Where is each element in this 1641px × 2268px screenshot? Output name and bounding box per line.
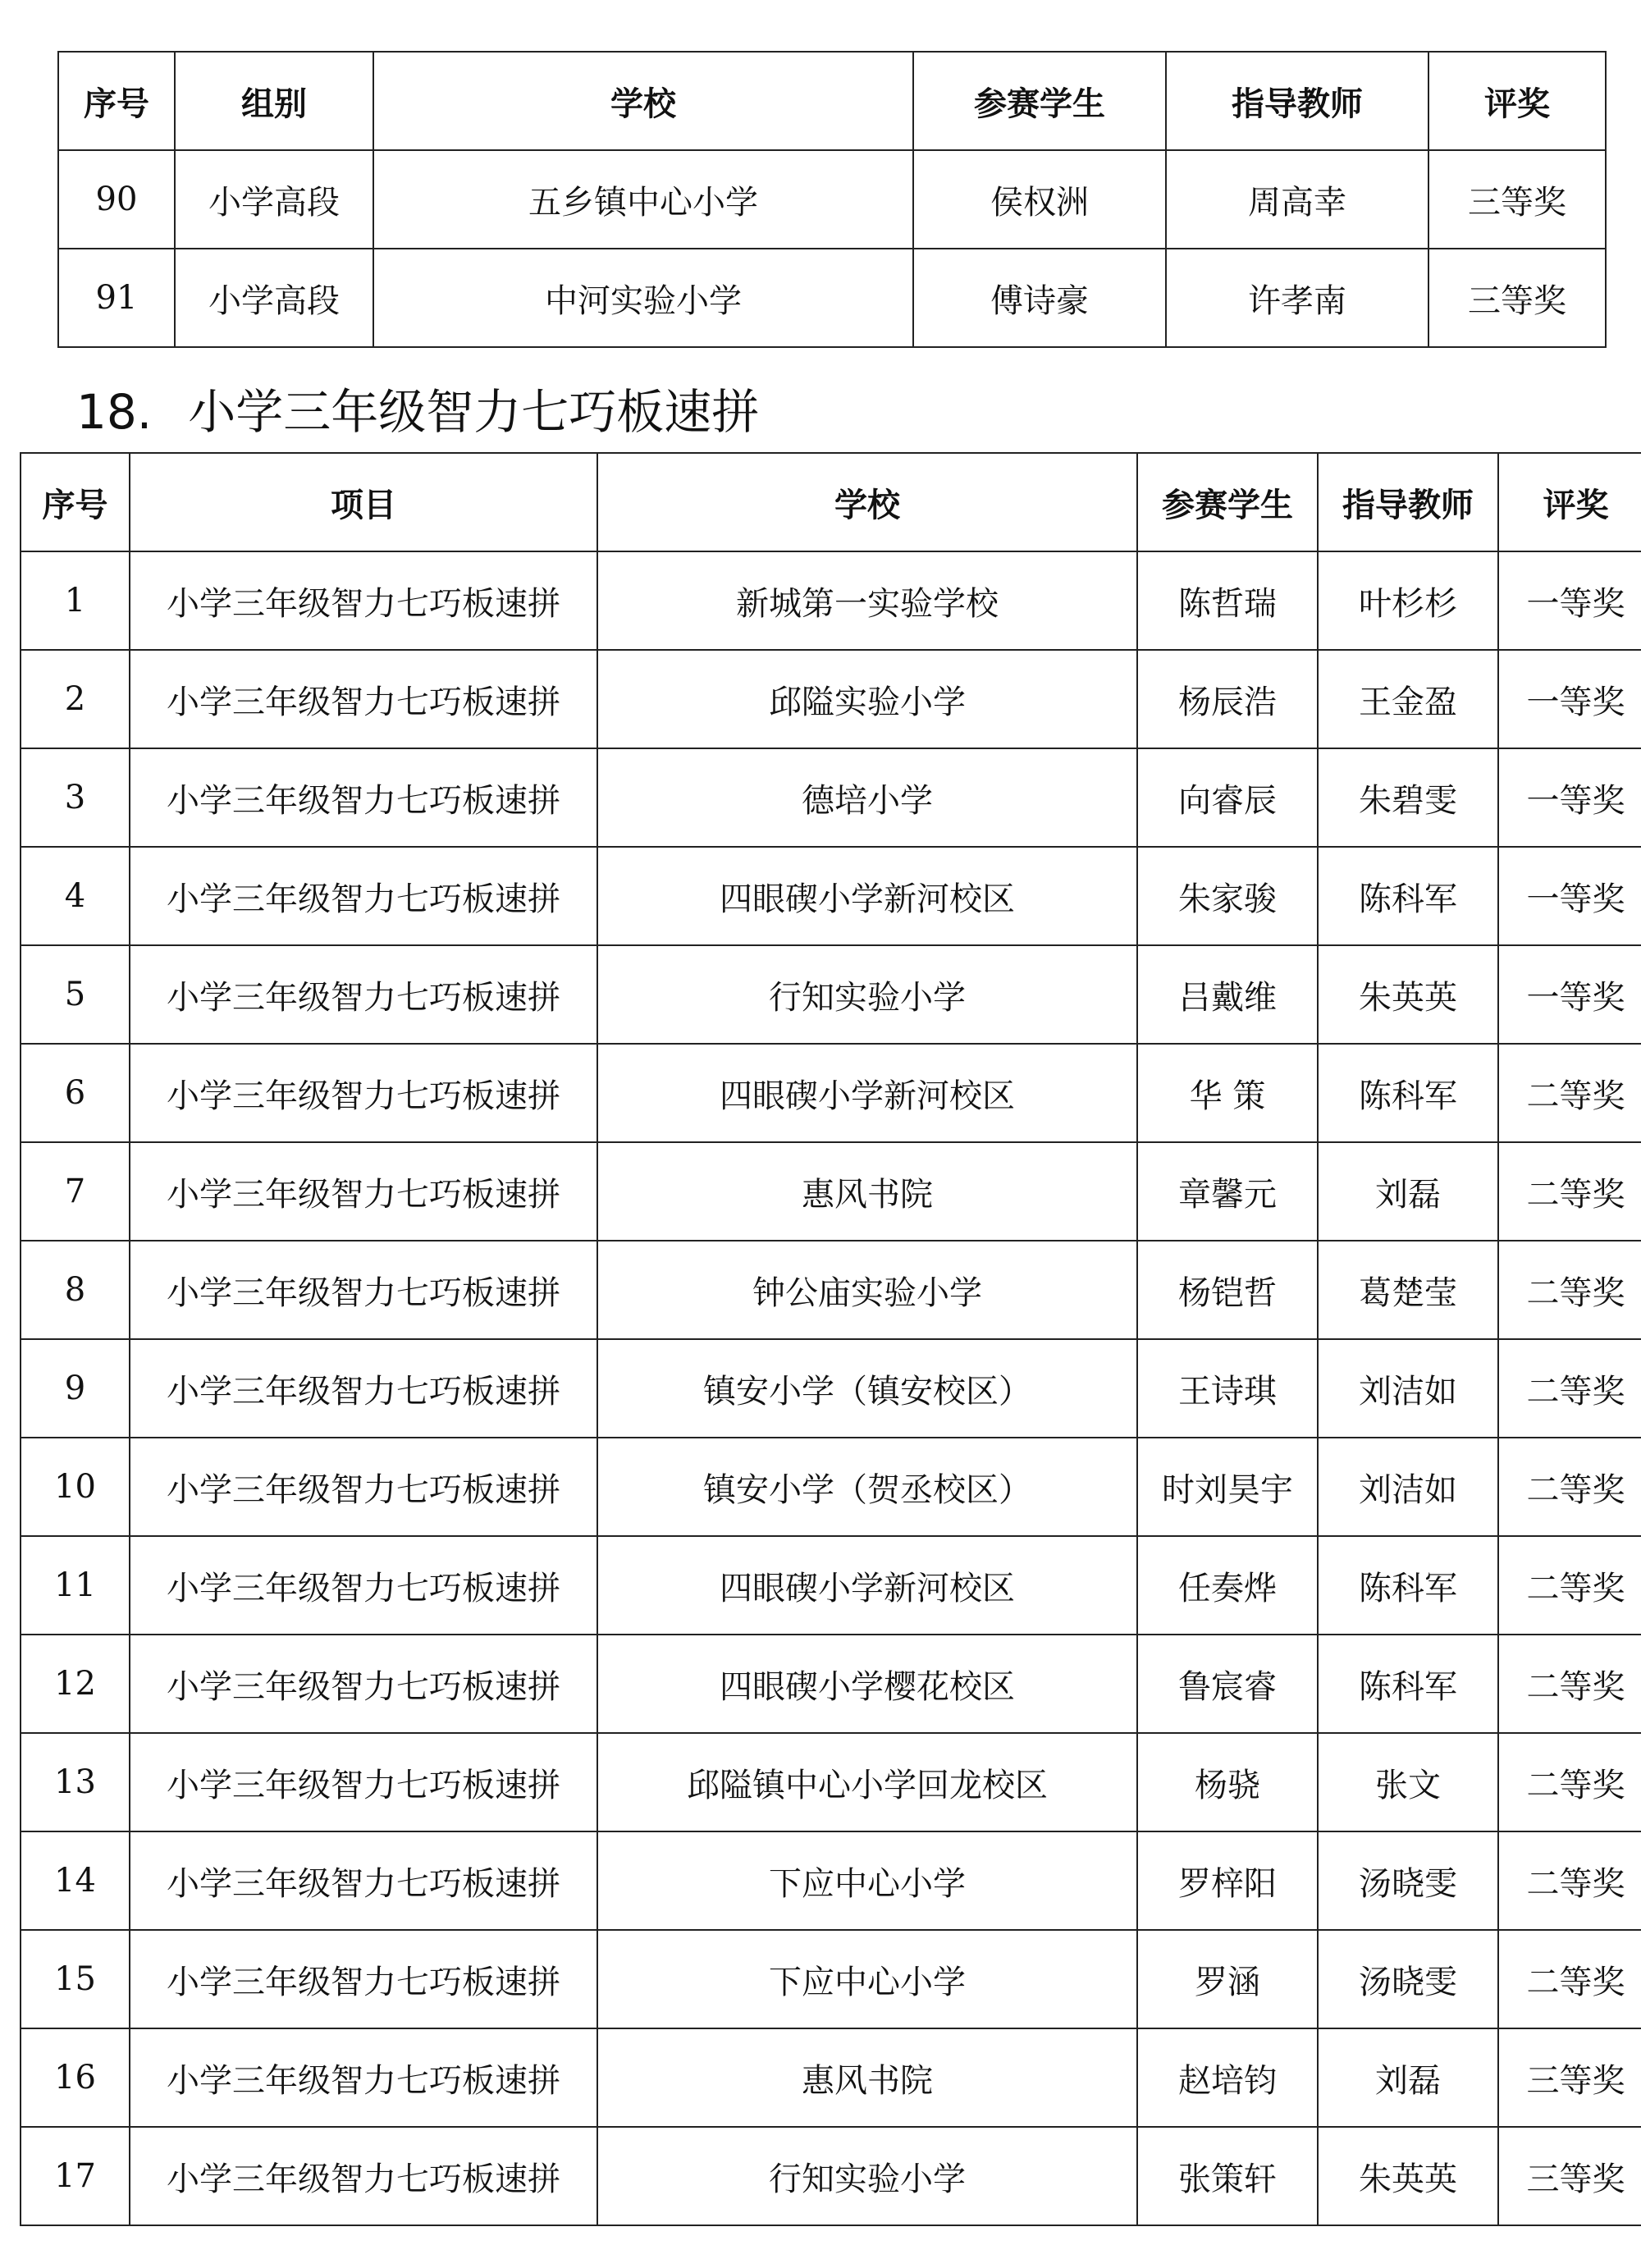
- table-row: [21, 1142, 1641, 1241]
- cell-school: 四眼碶小学樱花校区: [597, 1635, 1137, 1733]
- table-row: [21, 1930, 1641, 2028]
- cell-student: 杨骁: [1137, 1733, 1318, 1831]
- cell-award: 二等奖: [1498, 1733, 1641, 1831]
- cell-student: 任奏烨: [1137, 1536, 1318, 1635]
- cell-project: 小学三年级智力七巧板速拼: [130, 748, 597, 847]
- cell-teacher: 刘洁如: [1318, 1339, 1498, 1438]
- cell-index: 8: [21, 1241, 130, 1339]
- cell-teacher: 许孝南: [1166, 249, 1428, 347]
- cell-index: 12: [21, 1635, 130, 1733]
- cell-school: 四眼碶小学新河校区: [597, 847, 1137, 945]
- cell-award: 二等奖: [1498, 1142, 1641, 1241]
- cell-project: 小学三年级智力七巧板速拼: [130, 2028, 597, 2127]
- cell-school: 下应中心小学: [597, 1930, 1137, 2028]
- cell-project: 小学三年级智力七巧板速拼: [130, 1831, 597, 1930]
- header-teacher: 指导教师: [1318, 453, 1498, 551]
- table-row: [21, 2127, 1641, 2225]
- cell-teacher: 刘磊: [1318, 2028, 1498, 2127]
- cell-project: 小学三年级智力七巧板速拼: [130, 551, 597, 650]
- cell-student: 王诗琪: [1137, 1339, 1318, 1438]
- cell-student: 张策轩: [1137, 2127, 1318, 2225]
- cell-student: 向睿辰: [1137, 748, 1318, 847]
- table-row: [21, 847, 1641, 945]
- cell-teacher: 汤晓雯: [1318, 1930, 1498, 2028]
- cell-school: 镇安小学（镇安校区）: [597, 1339, 1137, 1438]
- cell-group: 小学高段: [175, 150, 373, 249]
- cell-award: 二等奖: [1498, 1438, 1641, 1536]
- cell-student: 陈哲瑞: [1137, 551, 1318, 650]
- cell-award: 二等奖: [1498, 1831, 1641, 1930]
- cell-award: 二等奖: [1498, 1339, 1641, 1438]
- award-table-tangram: [20, 452, 1641, 2226]
- cell-project: 小学三年级智力七巧板速拼: [130, 1930, 597, 2028]
- cell-project: 小学三年级智力七巧板速拼: [130, 1142, 597, 1241]
- header-index: 序号: [21, 453, 130, 551]
- table-row: [58, 150, 1606, 249]
- cell-school: 五乡镇中心小学: [373, 150, 913, 249]
- header-teacher: 指导教师: [1166, 52, 1428, 150]
- cell-project: 小学三年级智力七巧板速拼: [130, 847, 597, 945]
- cell-school: 四眼碶小学新河校区: [597, 1536, 1137, 1635]
- cell-index: 9: [21, 1339, 130, 1438]
- award-table-continued: [57, 51, 1607, 348]
- cell-student: 华 策: [1137, 1044, 1318, 1142]
- cell-index: 2: [21, 650, 130, 748]
- header-school: 学校: [597, 453, 1137, 551]
- cell-award: 二等奖: [1498, 1241, 1641, 1339]
- header-group: 组别: [175, 52, 373, 150]
- cell-teacher: 刘洁如: [1318, 1438, 1498, 1536]
- cell-student: 侯权洲: [913, 150, 1166, 249]
- cell-project: 小学三年级智力七巧板速拼: [130, 945, 597, 1044]
- cell-index: 91: [58, 249, 175, 347]
- cell-school: 镇安小学（贺丞校区）: [597, 1438, 1137, 1536]
- cell-student: 杨铠哲: [1137, 1241, 1318, 1339]
- cell-school: 新城第一实验学校: [597, 551, 1137, 650]
- cell-index: 4: [21, 847, 130, 945]
- cell-award: 一等奖: [1498, 551, 1641, 650]
- cell-teacher: 陈科军: [1318, 1635, 1498, 1733]
- table-row: [21, 1339, 1641, 1438]
- cell-index: 11: [21, 1536, 130, 1635]
- cell-project: 小学三年级智力七巧板速拼: [130, 1635, 597, 1733]
- cell-student: 时刘昊宇: [1137, 1438, 1318, 1536]
- table-row: [21, 1241, 1641, 1339]
- section-title-text: 小学三年级智力七巧板速拼: [188, 384, 760, 440]
- cell-project: 小学三年级智力七巧板速拼: [130, 1438, 597, 1536]
- cell-project: 小学三年级智力七巧板速拼: [130, 1536, 597, 1635]
- table-row: [21, 650, 1641, 748]
- cell-award: 三等奖: [1498, 2127, 1641, 2225]
- cell-teacher: 朱英英: [1318, 2127, 1498, 2225]
- cell-award: 一等奖: [1498, 945, 1641, 1044]
- header-school: 学校: [373, 52, 913, 150]
- cell-teacher: 陈科军: [1318, 847, 1498, 945]
- cell-teacher: 葛楚莹: [1318, 1241, 1498, 1339]
- section-number: 18.: [76, 384, 153, 440]
- table-header-row: [58, 52, 1606, 150]
- cell-school: 邱隘镇中心小学回龙校区: [597, 1733, 1137, 1831]
- cell-school: 德培小学: [597, 748, 1137, 847]
- cell-school: 钟公庙实验小学: [597, 1241, 1137, 1339]
- cell-student: 朱家骏: [1137, 847, 1318, 945]
- table-row: [21, 1044, 1641, 1142]
- cell-index: 16: [21, 2028, 130, 2127]
- cell-teacher: 周高幸: [1166, 150, 1428, 249]
- cell-index: 5: [21, 945, 130, 1044]
- cell-award: 一等奖: [1498, 650, 1641, 748]
- cell-award: 二等奖: [1498, 1635, 1641, 1733]
- cell-school: 四眼碶小学新河校区: [597, 1044, 1137, 1142]
- table-header-row: [21, 453, 1641, 551]
- cell-award: 二等奖: [1498, 1536, 1641, 1635]
- cell-teacher: 汤晓雯: [1318, 1831, 1498, 1930]
- table-row: [21, 1831, 1641, 1930]
- cell-project: 小学三年级智力七巧板速拼: [130, 1733, 597, 1831]
- cell-school: 行知实验小学: [597, 2127, 1137, 2225]
- cell-index: 3: [21, 748, 130, 847]
- table-row: [21, 945, 1641, 1044]
- cell-index: 14: [21, 1831, 130, 1930]
- cell-award: 二等奖: [1498, 1044, 1641, 1142]
- cell-index: 10: [21, 1438, 130, 1536]
- cell-index: 17: [21, 2127, 130, 2225]
- cell-teacher: 陈科军: [1318, 1536, 1498, 1635]
- cell-award: 二等奖: [1498, 1930, 1641, 2028]
- table-row: [21, 1536, 1641, 1635]
- cell-project: 小学三年级智力七巧板速拼: [130, 1044, 597, 1142]
- cell-group: 小学高段: [175, 249, 373, 347]
- header-project: 项目: [130, 453, 597, 551]
- header-index: 序号: [58, 52, 175, 150]
- table-body: [21, 551, 1641, 2225]
- cell-student: 鲁宸睿: [1137, 1635, 1318, 1733]
- cell-index: 13: [21, 1733, 130, 1831]
- cell-award: 一等奖: [1498, 748, 1641, 847]
- cell-student: 杨辰浩: [1137, 650, 1318, 748]
- header-student: 参赛学生: [913, 52, 1166, 150]
- cell-award: 一等奖: [1498, 847, 1641, 945]
- cell-project: 小学三年级智力七巧板速拼: [130, 1241, 597, 1339]
- cell-index: 7: [21, 1142, 130, 1241]
- cell-teacher: 刘磊: [1318, 1142, 1498, 1241]
- table-row: [21, 2028, 1641, 2127]
- cell-index: 1: [21, 551, 130, 650]
- cell-student: 罗梓阳: [1137, 1831, 1318, 1930]
- cell-school: 惠风书院: [597, 2028, 1137, 2127]
- cell-award: 三等奖: [1428, 249, 1606, 347]
- cell-student: 章馨元: [1137, 1142, 1318, 1241]
- cell-school: 行知实验小学: [597, 945, 1137, 1044]
- cell-school: 惠风书院: [597, 1142, 1137, 1241]
- cell-school: 中河实验小学: [373, 249, 913, 347]
- header-award: 评奖: [1428, 52, 1606, 150]
- cell-school: 下应中心小学: [597, 1831, 1137, 1930]
- cell-teacher: 朱碧雯: [1318, 748, 1498, 847]
- cell-teacher: 张文: [1318, 1733, 1498, 1831]
- table-row: [21, 1635, 1641, 1733]
- table-row: [21, 551, 1641, 650]
- table-row: [58, 249, 1606, 347]
- header-award: 评奖: [1498, 453, 1641, 551]
- cell-teacher: 叶杉杉: [1318, 551, 1498, 650]
- cell-award: 三等奖: [1428, 150, 1606, 249]
- cell-project: 小学三年级智力七巧板速拼: [130, 1339, 597, 1438]
- cell-project: 小学三年级智力七巧板速拼: [130, 650, 597, 748]
- cell-student: 吕戴维: [1137, 945, 1318, 1044]
- cell-student: 赵培钧: [1137, 2028, 1318, 2127]
- cell-teacher: 陈科军: [1318, 1044, 1498, 1142]
- cell-project: 小学三年级智力七巧板速拼: [130, 2127, 597, 2225]
- table-row: [21, 1733, 1641, 1831]
- cell-teacher: 王金盈: [1318, 650, 1498, 748]
- cell-student: 傅诗豪: [913, 249, 1166, 347]
- cell-index: 15: [21, 1930, 130, 2028]
- cell-award: 三等奖: [1498, 2028, 1641, 2127]
- cell-student: 罗涵: [1137, 1930, 1318, 2028]
- header-student: 参赛学生: [1137, 453, 1318, 551]
- section-heading: [76, 379, 759, 445]
- table-row: [21, 748, 1641, 847]
- cell-index: 6: [21, 1044, 130, 1142]
- cell-school: 邱隘实验小学: [597, 650, 1137, 748]
- table-row: [21, 1438, 1641, 1536]
- cell-index: 90: [58, 150, 175, 249]
- cell-teacher: 朱英英: [1318, 945, 1498, 1044]
